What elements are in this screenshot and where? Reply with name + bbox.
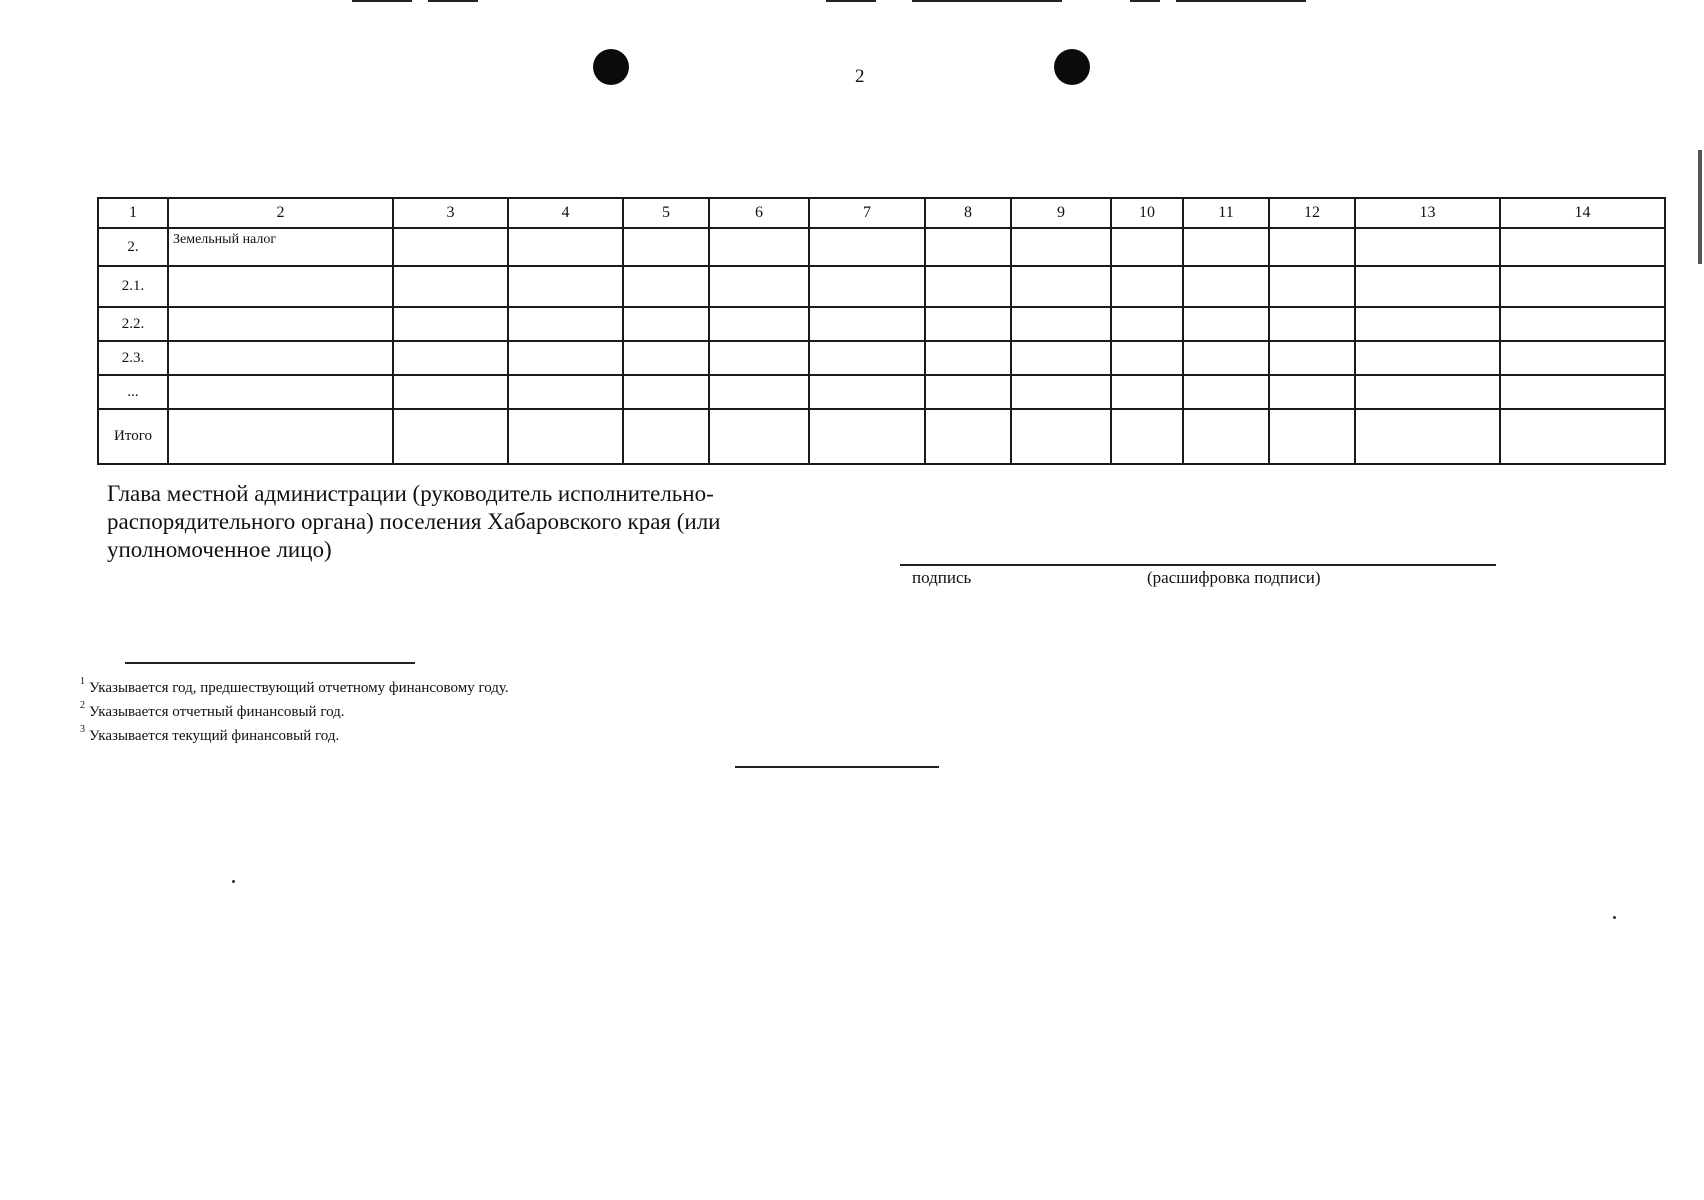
- empty-cell: [1269, 307, 1355, 341]
- page-number: 2: [855, 66, 865, 87]
- empty-cell: [1355, 266, 1500, 307]
- empty-cell: [809, 409, 925, 464]
- empty-cell: [1269, 228, 1355, 266]
- empty-cell: [508, 409, 623, 464]
- footnote-separator: [125, 662, 415, 664]
- footnote: [80, 726, 339, 745]
- empty-cell: [393, 375, 508, 409]
- empty-cell: [1183, 228, 1269, 266]
- row-number-cell: 2.: [98, 228, 168, 266]
- empty-cell: [1011, 266, 1111, 307]
- empty-cell: [1355, 307, 1500, 341]
- empty-cell: [709, 341, 809, 375]
- empty-cell: [1111, 375, 1183, 409]
- empty-cell: [623, 341, 709, 375]
- column-number-cell: 10: [1111, 198, 1183, 228]
- column-number-cell: 6: [709, 198, 809, 228]
- punch-hole-right: [1054, 49, 1090, 85]
- signature-caption: подпись: [912, 568, 972, 587]
- empty-cell: [1500, 307, 1665, 341]
- table-row: [98, 307, 1665, 341]
- scan-speck: [1613, 916, 1616, 919]
- column-number-cell: 9: [1011, 198, 1111, 228]
- table-row: [98, 228, 1665, 266]
- empty-cell: [393, 409, 508, 464]
- cropped-top-line: [912, 0, 1062, 2]
- signature-decode-caption: (расшифровка подписи): [1147, 568, 1321, 587]
- column-number-cell: 1: [98, 198, 168, 228]
- table-row: [98, 375, 1665, 409]
- footnote-mark: 2: [80, 700, 85, 711]
- row-name-cell: [168, 266, 393, 307]
- empty-cell: [1011, 375, 1111, 409]
- empty-cell: [623, 307, 709, 341]
- cropped-top-line: [826, 0, 876, 2]
- empty-cell: [925, 228, 1011, 266]
- signer-title-line: Глава местной администрации (руководитель исполнительно-: [107, 481, 714, 506]
- table-row: [98, 409, 1665, 464]
- empty-cell: [1111, 409, 1183, 464]
- footnote-mark: 3: [80, 724, 85, 735]
- empty-cell: [1269, 375, 1355, 409]
- column-number-cell: 12: [1269, 198, 1355, 228]
- empty-cell: [1011, 307, 1111, 341]
- row-name-cell: Земельный налог: [168, 228, 393, 266]
- empty-cell: [1355, 228, 1500, 266]
- empty-cell: [508, 266, 623, 307]
- empty-cell: [1183, 266, 1269, 307]
- empty-cell: [393, 341, 508, 375]
- empty-cell: [925, 341, 1011, 375]
- row-name-cell: [168, 341, 393, 375]
- empty-cell: [1269, 266, 1355, 307]
- row-name-cell: [168, 409, 393, 464]
- cropped-top-line: [352, 0, 412, 2]
- footnote-text: Указывается отчетный финансовый год.: [89, 704, 345, 720]
- signer-title: [107, 480, 787, 564]
- signer-title-line: уполномоченное лицо): [107, 537, 332, 562]
- empty-cell: [508, 307, 623, 341]
- empty-cell: [623, 228, 709, 266]
- cropped-top-line: [428, 0, 478, 2]
- table-row: [98, 266, 1665, 307]
- signer-title-line: распорядительного органа) поселения Хабаровского края (или: [107, 509, 721, 534]
- row-number-cell: 2.2.: [98, 307, 168, 341]
- empty-cell: [623, 266, 709, 307]
- empty-cell: [709, 375, 809, 409]
- row-number-cell: ...: [98, 375, 168, 409]
- empty-cell: [925, 307, 1011, 341]
- column-number-cell: 5: [623, 198, 709, 228]
- empty-cell: [709, 307, 809, 341]
- empty-cell: [1183, 409, 1269, 464]
- row-number-cell: 2.3.: [98, 341, 168, 375]
- empty-cell: [809, 307, 925, 341]
- empty-cell: [1183, 341, 1269, 375]
- empty-cell: [809, 375, 925, 409]
- empty-cell: [1111, 307, 1183, 341]
- empty-cell: [1269, 341, 1355, 375]
- empty-cell: [1500, 228, 1665, 266]
- footnote-text: Указывается текущий финансовый год.: [89, 728, 340, 744]
- empty-cell: [1500, 375, 1665, 409]
- empty-cell: [623, 375, 709, 409]
- empty-cell: [1111, 341, 1183, 375]
- empty-cell: [508, 375, 623, 409]
- empty-cell: [1355, 375, 1500, 409]
- empty-cell: [1355, 341, 1500, 375]
- empty-cell: [1111, 266, 1183, 307]
- cropped-top-line: [1130, 0, 1160, 2]
- empty-cell: [809, 228, 925, 266]
- table-row: [98, 341, 1665, 375]
- empty-cell: [508, 228, 623, 266]
- row-number-cell: Итого: [98, 409, 168, 464]
- empty-cell: [925, 375, 1011, 409]
- signature-line: [900, 564, 1496, 566]
- empty-cell: [709, 228, 809, 266]
- end-rule: [735, 766, 939, 768]
- row-name-cell: [168, 375, 393, 409]
- empty-cell: [1500, 409, 1665, 464]
- table-header-row: [98, 198, 1665, 228]
- cropped-top-line: [1176, 0, 1306, 2]
- empty-cell: [1355, 409, 1500, 464]
- empty-cell: [809, 266, 925, 307]
- empty-cell: [393, 266, 508, 307]
- scan-edge-mark: [1698, 150, 1702, 264]
- column-number-cell: 4: [508, 198, 623, 228]
- footnote-mark: 1: [80, 676, 85, 687]
- footnote-text: Указывается год, предшествующий отчетному финансовому году.: [89, 680, 509, 696]
- empty-cell: [393, 307, 508, 341]
- empty-cell: [1011, 409, 1111, 464]
- empty-cell: [809, 341, 925, 375]
- tax-table: [97, 197, 1666, 465]
- column-number-cell: 11: [1183, 198, 1269, 228]
- empty-cell: [925, 409, 1011, 464]
- empty-cell: [1500, 341, 1665, 375]
- empty-cell: [709, 409, 809, 464]
- punch-hole-left: [593, 49, 629, 85]
- empty-cell: [925, 266, 1011, 307]
- empty-cell: [1011, 341, 1111, 375]
- column-number-cell: 14: [1500, 198, 1665, 228]
- column-number-cell: 8: [925, 198, 1011, 228]
- empty-cell: [709, 266, 809, 307]
- empty-cell: [393, 228, 508, 266]
- empty-cell: [1011, 228, 1111, 266]
- empty-cell: [1500, 266, 1665, 307]
- row-name-cell: [168, 307, 393, 341]
- empty-cell: [1111, 228, 1183, 266]
- empty-cell: [1269, 409, 1355, 464]
- row-number-cell: 2.1.: [98, 266, 168, 307]
- empty-cell: [1183, 307, 1269, 341]
- empty-cell: [1183, 375, 1269, 409]
- column-number-cell: 2: [168, 198, 393, 228]
- footnote: [80, 678, 509, 697]
- empty-cell: [623, 409, 709, 464]
- footnote: [80, 702, 345, 721]
- column-number-cell: 7: [809, 198, 925, 228]
- column-number-cell: 13: [1355, 198, 1500, 228]
- scan-speck: [232, 880, 235, 883]
- empty-cell: [508, 341, 623, 375]
- column-number-cell: 3: [393, 198, 508, 228]
